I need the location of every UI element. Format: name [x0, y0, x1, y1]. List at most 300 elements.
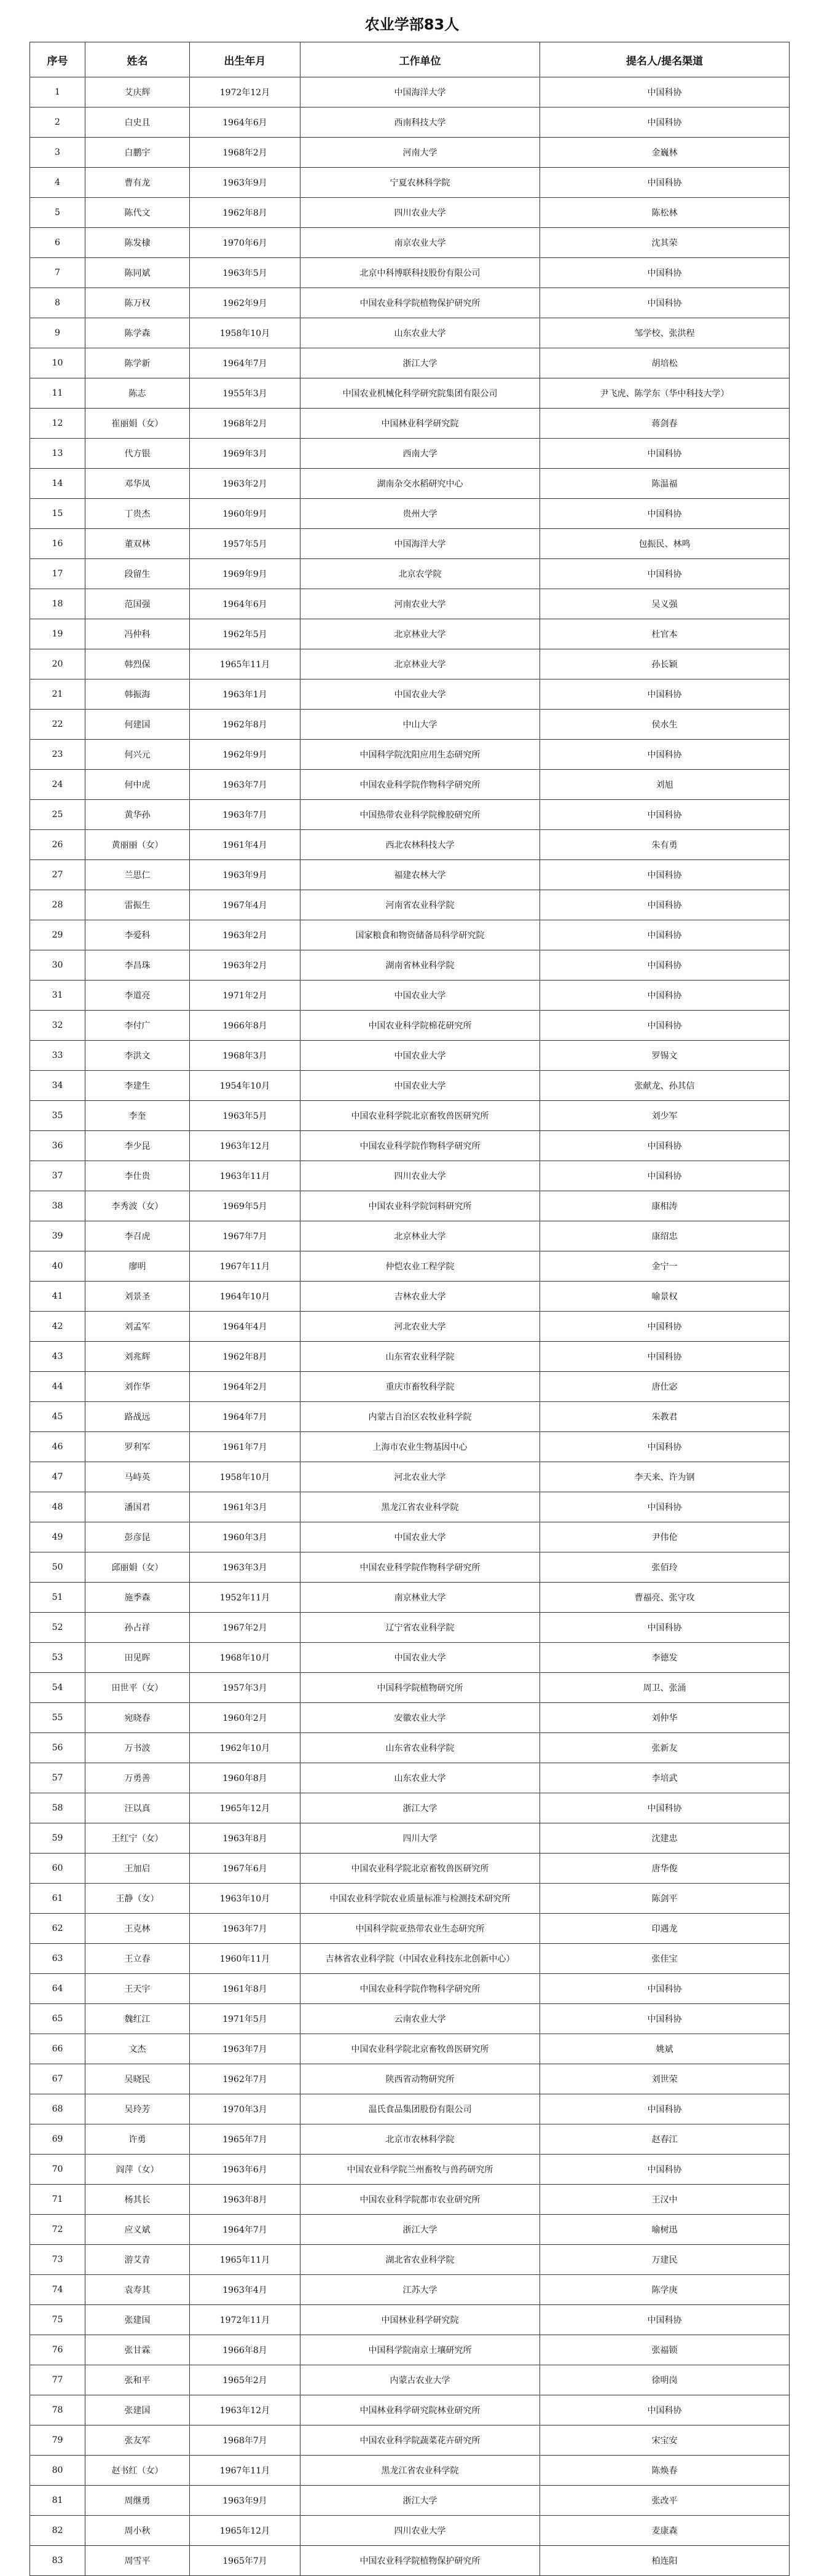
- cell-birth: 1960年9月: [190, 499, 300, 529]
- cell-name: 张和平: [85, 2365, 190, 2395]
- cell-no: 19: [30, 619, 85, 649]
- cell-nominator: 中国科协: [540, 1131, 790, 1161]
- cell-name: 陈万权: [85, 288, 190, 318]
- cell-birth: 1970年6月: [190, 228, 300, 258]
- cell-no: 79: [30, 2425, 85, 2456]
- cell-name: 陈志: [85, 378, 190, 409]
- cell-name: 曹有龙: [85, 168, 190, 198]
- cell-no: 41: [30, 1282, 85, 1312]
- cell-birth: 1960年3月: [190, 1522, 300, 1552]
- cell-no: 30: [30, 950, 85, 981]
- cell-name: 路战远: [85, 1402, 190, 1432]
- cell-unit: 中国农业科学院作物科学研究所: [300, 1974, 540, 2004]
- cell-no: 35: [30, 1101, 85, 1131]
- cell-name: 范国强: [85, 589, 190, 619]
- cell-name: 潘国君: [85, 1492, 190, 1522]
- cell-nominator: 中国科协: [540, 258, 790, 288]
- table-row: [30, 2395, 790, 2425]
- cell-unit: 中国农业科学院植物保护研究所: [300, 288, 540, 318]
- cell-no: 81: [30, 2486, 85, 2516]
- cell-no: 61: [30, 1884, 85, 1914]
- cell-nominator: 中国科协: [540, 77, 790, 108]
- cell-no: 70: [30, 2155, 85, 2185]
- cell-unit: 山东省农业科学院: [300, 1342, 540, 1372]
- cell-name: 袁寿其: [85, 2275, 190, 2305]
- cell-nominator: 张新友: [540, 1733, 790, 1763]
- cell-nominator: 李天来、许为钢: [540, 1462, 790, 1492]
- cell-nominator: 吴义强: [540, 589, 790, 619]
- cell-name: 杨其长: [85, 2185, 190, 2215]
- cell-nominator: 陈焕春: [540, 2456, 790, 2486]
- table-row: [30, 409, 790, 439]
- cell-nominator: 中国科协: [540, 920, 790, 950]
- cell-birth: 1967年7月: [190, 1221, 300, 1251]
- cell-unit: 中山大学: [300, 710, 540, 740]
- cell-unit: 中国林业科学研究院: [300, 2305, 540, 2335]
- cell-name: 万勇善: [85, 1763, 190, 1793]
- cell-nominator: 曹福亮、张守攻: [540, 1583, 790, 1613]
- cell-name: 陈同斌: [85, 258, 190, 288]
- cell-no: 59: [30, 1823, 85, 1854]
- cell-unit: 中国农业大学: [300, 1041, 540, 1071]
- cell-birth: 1958年10月: [190, 318, 300, 348]
- cell-nominator: 中国科协: [540, 2305, 790, 2335]
- cell-birth: 1962年9月: [190, 288, 300, 318]
- cell-name: 冯仲科: [85, 619, 190, 649]
- cell-name: 阎萍（女）: [85, 2155, 190, 2185]
- table-row: [30, 1161, 790, 1191]
- cell-nominator: 中国科协: [540, 679, 790, 710]
- cell-nominator: 中国科协: [540, 108, 790, 138]
- cell-no: 46: [30, 1432, 85, 1462]
- cell-nominator: 刘世荣: [540, 2064, 790, 2094]
- cell-birth: 1963年9月: [190, 168, 300, 198]
- cell-no: 18: [30, 589, 85, 619]
- cell-no: 45: [30, 1402, 85, 1432]
- cell-name: 李建生: [85, 1071, 190, 1101]
- cell-no: 3: [30, 138, 85, 168]
- cell-unit: 重庆市畜牧科学院: [300, 1372, 540, 1402]
- cell-no: 51: [30, 1583, 85, 1613]
- table-row: [30, 1312, 790, 1342]
- cell-unit: 河北农业大学: [300, 1462, 540, 1492]
- cell-birth: 1969年5月: [190, 1191, 300, 1221]
- cell-birth: 1963年7月: [190, 1914, 300, 1944]
- cell-unit: 北京林业大学: [300, 1221, 540, 1251]
- cell-name: 李召虎: [85, 1221, 190, 1251]
- cell-birth: 1957年3月: [190, 1673, 300, 1703]
- cell-birth: 1961年3月: [190, 1492, 300, 1522]
- cell-birth: 1967年2月: [190, 1613, 300, 1643]
- table-row: [30, 800, 790, 830]
- table-row: [30, 2004, 790, 2034]
- cell-birth: 1967年4月: [190, 890, 300, 920]
- cell-nominator: 包振民、林鸣: [540, 529, 790, 559]
- table-row: [30, 679, 790, 710]
- cell-unit: 中国农业科学院北京畜牧兽医研究所: [300, 2034, 540, 2064]
- cell-nominator: 罗锡文: [540, 1041, 790, 1071]
- cell-birth: 1961年7月: [190, 1432, 300, 1462]
- cell-no: 40: [30, 1251, 85, 1282]
- cell-unit: 北京市农林科学院: [300, 2124, 540, 2155]
- cell-no: 56: [30, 1733, 85, 1763]
- table-row: [30, 1011, 790, 1041]
- cell-name: 魏红江: [85, 2004, 190, 2034]
- cell-unit: 北京林业大学: [300, 649, 540, 679]
- table-row: [30, 1342, 790, 1372]
- cell-name: 廖明: [85, 1251, 190, 1282]
- cell-unit: 中国农业科学院兰州畜牧与兽药研究所: [300, 2155, 540, 2185]
- cell-birth: 1964年4月: [190, 1312, 300, 1342]
- cell-name: 马峙英: [85, 1462, 190, 1492]
- cell-unit: 内蒙古农业大学: [300, 2365, 540, 2395]
- cell-birth: 1961年8月: [190, 1974, 300, 2004]
- table-row: [30, 981, 790, 1011]
- cell-unit: 南京林业大学: [300, 1583, 540, 1613]
- cell-birth: 1962年8月: [190, 198, 300, 228]
- table-row: [30, 1944, 790, 1974]
- cell-nominator: 中国科协: [540, 1011, 790, 1041]
- cell-unit: 陕西省动物研究所: [300, 2064, 540, 2094]
- cell-name: 汪以真: [85, 1793, 190, 1823]
- header-nominator: 提名人/提名渠道: [540, 42, 790, 77]
- table-row: [30, 1402, 790, 1432]
- cell-no: 83: [30, 2546, 85, 2576]
- cell-name: 田世平（女）: [85, 1673, 190, 1703]
- cell-unit: 中国农业科学院作物科学研究所: [300, 1131, 540, 1161]
- table-row: [30, 1643, 790, 1673]
- cell-unit: 南京农业大学: [300, 228, 540, 258]
- cell-name: 崔丽娟（女）: [85, 409, 190, 439]
- cell-name: 王天宇: [85, 1974, 190, 2004]
- cell-nominator: 刘少军: [540, 1101, 790, 1131]
- cell-nominator: 蒋剑春: [540, 409, 790, 439]
- cell-unit: 温氏食品集团股份有限公司: [300, 2094, 540, 2124]
- table-row: [30, 2275, 790, 2305]
- cell-birth: 1962年9月: [190, 740, 300, 770]
- table-row: [30, 1583, 790, 1613]
- cell-nominator: 中国科协: [540, 1974, 790, 2004]
- cell-no: 28: [30, 890, 85, 920]
- cell-name: 陈学新: [85, 348, 190, 378]
- cell-birth: 1963年9月: [190, 2486, 300, 2516]
- cell-nominator: 喻景权: [540, 1282, 790, 1312]
- table-row: [30, 559, 790, 589]
- cell-no: 31: [30, 981, 85, 1011]
- cell-nominator: 麦康森: [540, 2516, 790, 2546]
- table-row: [30, 1552, 790, 1583]
- cell-no: 1: [30, 77, 85, 108]
- cell-birth: 1963年8月: [190, 1823, 300, 1854]
- cell-nominator: 刘仲华: [540, 1703, 790, 1733]
- cell-name: 白史且: [85, 108, 190, 138]
- cell-unit: 福建农林大学: [300, 860, 540, 890]
- cell-name: 罗利军: [85, 1432, 190, 1462]
- cell-birth: 1965年11月: [190, 2245, 300, 2275]
- cell-nominator: 赵春江: [540, 2124, 790, 2155]
- cell-name: 周继勇: [85, 2486, 190, 2516]
- cell-nominator: 张佳宝: [540, 1944, 790, 1974]
- cell-unit: 内蒙古自治区农牧业科学院: [300, 1402, 540, 1432]
- cell-unit: 河南省农业科学院: [300, 890, 540, 920]
- cell-no: 8: [30, 288, 85, 318]
- cell-unit: 河南农业大学: [300, 589, 540, 619]
- cell-nominator: 王汉中: [540, 2185, 790, 2215]
- cell-unit: 中国林业科学研究院: [300, 409, 540, 439]
- cell-unit: 中国热带农业科学院橡胶研究所: [300, 800, 540, 830]
- cell-unit: 山东农业大学: [300, 1763, 540, 1793]
- cell-no: 53: [30, 1643, 85, 1673]
- table-row: [30, 589, 790, 619]
- cell-nominator: 柏连阳: [540, 2546, 790, 2576]
- table-row: [30, 2064, 790, 2094]
- cell-birth: 1962年7月: [190, 2064, 300, 2094]
- cell-unit: 中国科学院亚热带农业生态研究所: [300, 1914, 540, 1944]
- table-row: [30, 2425, 790, 2456]
- table-row: [30, 920, 790, 950]
- cell-name: 王红宁（女）: [85, 1823, 190, 1854]
- cell-no: 7: [30, 258, 85, 288]
- cell-unit: 中国科学院植物研究所: [300, 1673, 540, 1703]
- cell-nominator: 姚斌: [540, 2034, 790, 2064]
- cell-birth: 1963年5月: [190, 1101, 300, 1131]
- cell-nominator: 李培武: [540, 1763, 790, 1793]
- cell-birth: 1966年8月: [190, 1011, 300, 1041]
- cell-name: 游艾青: [85, 2245, 190, 2275]
- cell-birth: 1963年7月: [190, 770, 300, 800]
- cell-name: 施季森: [85, 1583, 190, 1613]
- cell-no: 26: [30, 830, 85, 860]
- cell-name: 邱丽娟（女）: [85, 1552, 190, 1583]
- cell-birth: 1958年10月: [190, 1462, 300, 1492]
- cell-nominator: 尹飞虎、陈学东（华中科技大学）: [540, 378, 790, 409]
- cell-no: 68: [30, 2094, 85, 2124]
- table-row: [30, 258, 790, 288]
- cell-nominator: 邹学校、张洪程: [540, 318, 790, 348]
- cell-birth: 1963年3月: [190, 1552, 300, 1583]
- cell-nominator: 中国科协: [540, 890, 790, 920]
- cell-birth: 1972年11月: [190, 2305, 300, 2335]
- cell-birth: 1964年7月: [190, 348, 300, 378]
- table-row: [30, 1854, 790, 1884]
- cell-no: 55: [30, 1703, 85, 1733]
- cell-nominator: 唐华俊: [540, 1854, 790, 1884]
- cell-birth: 1971年2月: [190, 981, 300, 1011]
- cell-no: 49: [30, 1522, 85, 1552]
- cell-unit: 中国农业大学: [300, 1071, 540, 1101]
- table-row: [30, 1974, 790, 2004]
- cell-name: 刘作华: [85, 1372, 190, 1402]
- cell-name: 白鹏宇: [85, 138, 190, 168]
- cell-nominator: 尹伟伦: [540, 1522, 790, 1552]
- cell-nominator: 徐明岗: [540, 2365, 790, 2395]
- cell-birth: 1968年2月: [190, 409, 300, 439]
- table-row: [30, 2155, 790, 2185]
- cell-name: 黄华孙: [85, 800, 190, 830]
- cell-nominator: 胡培松: [540, 348, 790, 378]
- cell-name: 段留生: [85, 559, 190, 589]
- cell-birth: 1963年6月: [190, 2155, 300, 2185]
- table-row: [30, 138, 790, 168]
- cell-unit: 中国农业科学院都市农业研究所: [300, 2185, 540, 2215]
- cell-no: 16: [30, 529, 85, 559]
- cell-unit: 中国农业大学: [300, 1522, 540, 1552]
- table-row: [30, 2034, 790, 2064]
- cell-unit: 浙江大学: [300, 2486, 540, 2516]
- cell-unit: 中国农业科学院农业质量标准与检测技术研究所: [300, 1884, 540, 1914]
- table-row: [30, 439, 790, 469]
- cell-unit: 中国林业科学研究院林业研究所: [300, 2395, 540, 2425]
- cell-name: 周雪平: [85, 2546, 190, 2576]
- table-row: [30, 2245, 790, 2275]
- cell-nominator: 张佰玲: [540, 1552, 790, 1583]
- cell-unit: 河南大学: [300, 138, 540, 168]
- cell-nominator: 陈温福: [540, 469, 790, 499]
- cell-birth: 1960年11月: [190, 1944, 300, 1974]
- cell-name: 王克林: [85, 1914, 190, 1944]
- cell-name: 田见晖: [85, 1643, 190, 1673]
- table-row: [30, 1221, 790, 1251]
- cell-nominator: 沈建忠: [540, 1823, 790, 1854]
- cell-birth: 1963年5月: [190, 258, 300, 288]
- cell-nominator: 陈学庚: [540, 2275, 790, 2305]
- cell-name: 何建国: [85, 710, 190, 740]
- table-row: [30, 770, 790, 800]
- cell-birth: 1968年3月: [190, 1041, 300, 1071]
- cell-name: 李道亮: [85, 981, 190, 1011]
- table-row: [30, 469, 790, 499]
- table-row: [30, 108, 790, 138]
- cell-no: 10: [30, 348, 85, 378]
- cell-nominator: 刘旭: [540, 770, 790, 800]
- cell-name: 张友军: [85, 2425, 190, 2456]
- cell-no: 78: [30, 2395, 85, 2425]
- cell-no: 23: [30, 740, 85, 770]
- cell-unit: 中国海洋大学: [300, 529, 540, 559]
- cell-birth: 1963年8月: [190, 2185, 300, 2215]
- cell-birth: 1967年6月: [190, 1854, 300, 1884]
- cell-birth: 1963年2月: [190, 469, 300, 499]
- cell-birth: 1968年10月: [190, 1643, 300, 1673]
- cell-birth: 1963年7月: [190, 800, 300, 830]
- cell-name: 赵书红（女）: [85, 2456, 190, 2486]
- cell-nominator: 沈其荣: [540, 228, 790, 258]
- cell-unit: 四川农业大学: [300, 2516, 540, 2546]
- table-row: [30, 1282, 790, 1312]
- cell-no: 50: [30, 1552, 85, 1583]
- cell-name: 韩振海: [85, 679, 190, 710]
- cell-birth: 1969年9月: [190, 559, 300, 589]
- cell-unit: 浙江大学: [300, 348, 540, 378]
- cell-name: 李付广: [85, 1011, 190, 1041]
- cell-unit: 山东省农业科学院: [300, 1733, 540, 1763]
- cell-unit: 中国农业科学院植物保护研究所: [300, 2546, 540, 2576]
- table-row: [30, 830, 790, 860]
- cell-no: 2: [30, 108, 85, 138]
- cell-birth: 1963年9月: [190, 860, 300, 890]
- cell-no: 62: [30, 1914, 85, 1944]
- table-row: [30, 348, 790, 378]
- cell-unit: 中国农业科学院北京畜牧兽医研究所: [300, 1101, 540, 1131]
- cell-no: 21: [30, 679, 85, 710]
- cell-no: 75: [30, 2305, 85, 2335]
- cell-unit: 湖南省林业科学院: [300, 950, 540, 981]
- cell-name: 邓华凤: [85, 469, 190, 499]
- cell-no: 82: [30, 2516, 85, 2546]
- cell-nominator: 宋宝安: [540, 2425, 790, 2456]
- cell-no: 20: [30, 649, 85, 679]
- cell-no: 58: [30, 1793, 85, 1823]
- cell-nominator: 喻树迅: [540, 2215, 790, 2245]
- table-row: [30, 1823, 790, 1854]
- table-row: [30, 529, 790, 559]
- cell-name: 李奎: [85, 1101, 190, 1131]
- cell-nominator: 中国科协: [540, 981, 790, 1011]
- cell-birth: 1962年8月: [190, 1342, 300, 1372]
- table-row: [30, 1763, 790, 1793]
- cell-unit: 四川大学: [300, 1823, 540, 1854]
- cell-name: 董双林: [85, 529, 190, 559]
- cell-birth: 1952年11月: [190, 1583, 300, 1613]
- cell-no: 39: [30, 1221, 85, 1251]
- table-row: [30, 1131, 790, 1161]
- cell-nominator: 中国科协: [540, 2094, 790, 2124]
- cell-birth: 1964年10月: [190, 1282, 300, 1312]
- cell-name: 何兴元: [85, 740, 190, 770]
- cell-name: 彭彦昆: [85, 1522, 190, 1552]
- cell-no: 52: [30, 1613, 85, 1643]
- cell-no: 4: [30, 168, 85, 198]
- cell-nominator: 金巍林: [540, 138, 790, 168]
- table-body: [30, 77, 790, 2576]
- cell-nominator: 中国科协: [540, 1492, 790, 1522]
- table-row: [30, 860, 790, 890]
- cell-unit: 西北农林科技大学: [300, 830, 540, 860]
- cell-nominator: 中国科协: [540, 740, 790, 770]
- cell-birth: 1965年11月: [190, 649, 300, 679]
- cell-name: 艾庆辉: [85, 77, 190, 108]
- cell-unit: 西南科技大学: [300, 108, 540, 138]
- cell-unit: 中国农业机械化科学研究院集团有限公司: [300, 378, 540, 409]
- cell-name: 李洪文: [85, 1041, 190, 1071]
- header-unit: 工作单位: [300, 42, 540, 77]
- table-row: [30, 2486, 790, 2516]
- cell-unit: 宁夏农林科学院: [300, 168, 540, 198]
- cell-no: 37: [30, 1161, 85, 1191]
- cell-no: 15: [30, 499, 85, 529]
- cell-no: 33: [30, 1041, 85, 1071]
- cell-unit: 吉林农业大学: [300, 1282, 540, 1312]
- cell-name: 刘景圣: [85, 1282, 190, 1312]
- cell-name: 吴晓民: [85, 2064, 190, 2094]
- candidate-table: [29, 42, 790, 2576]
- table-row: [30, 288, 790, 318]
- cell-nominator: 中国科协: [540, 1432, 790, 1462]
- cell-name: 张甘霖: [85, 2335, 190, 2365]
- cell-nominator: 中国科协: [540, 950, 790, 981]
- table-row: [30, 1914, 790, 1944]
- cell-unit: 江苏大学: [300, 2275, 540, 2305]
- cell-unit: 湖南杂交水稻研究中心: [300, 469, 540, 499]
- cell-name: 李秀波（女）: [85, 1191, 190, 1221]
- cell-nominator: 中国科协: [540, 2395, 790, 2425]
- cell-no: 80: [30, 2456, 85, 2486]
- cell-nominator: 金宁一: [540, 1251, 790, 1282]
- cell-unit: 山东农业大学: [300, 318, 540, 348]
- cell-no: 9: [30, 318, 85, 348]
- cell-nominator: 张献龙、孙其信: [540, 1071, 790, 1101]
- cell-name: 王立春: [85, 1944, 190, 1974]
